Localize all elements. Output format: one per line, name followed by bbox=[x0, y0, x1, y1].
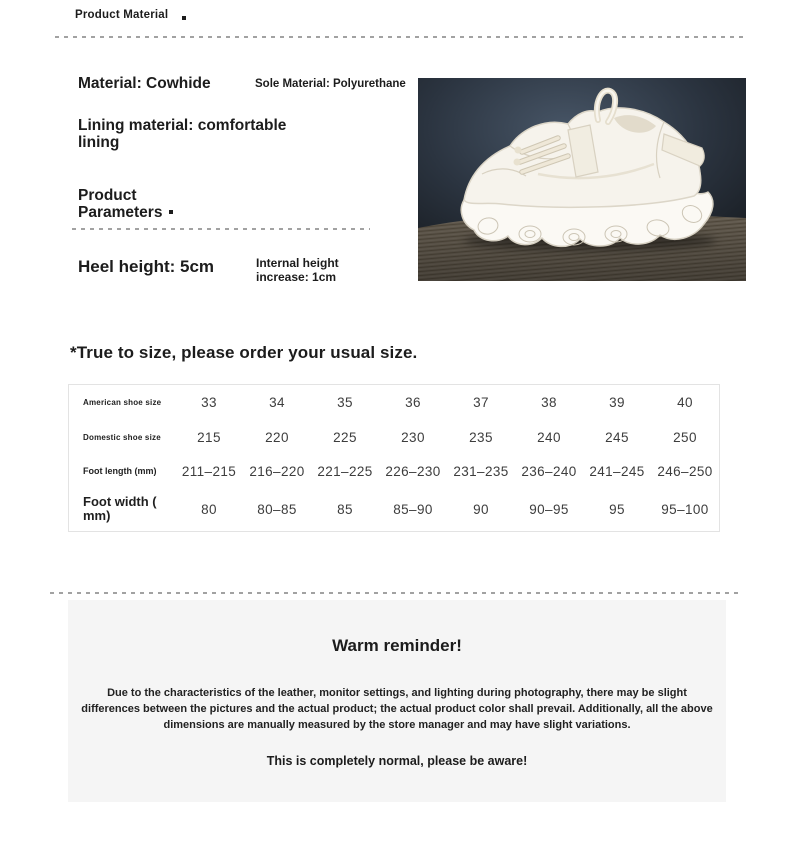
table-cell: 85 bbox=[337, 501, 353, 517]
table-cell: 35 bbox=[337, 395, 353, 411]
sneaker-photo-illustration bbox=[418, 78, 746, 281]
divider-dashed-reminder bbox=[50, 592, 740, 594]
product-material-header bbox=[75, 9, 186, 21]
table-cell: 226–230 bbox=[385, 463, 441, 479]
product-parameters-header bbox=[78, 187, 218, 221]
table-cell: 90 bbox=[473, 501, 489, 517]
table-cell: 37 bbox=[473, 395, 489, 411]
heel-height-text: Heel height: 5cm bbox=[78, 257, 215, 276]
product-parameters-header-label: Product Parameters bbox=[78, 187, 163, 221]
size-chart-table bbox=[68, 384, 720, 532]
table-cell: 80–85 bbox=[257, 501, 297, 517]
internal-height-text: Internal height increase: 1cm bbox=[256, 256, 339, 284]
row-label: Foot width ( mm) bbox=[83, 494, 157, 524]
product-material-header-label: Product Material bbox=[75, 9, 169, 21]
square-bullet-icon bbox=[182, 16, 186, 20]
size-note-text: *True to size, please order your usual size. bbox=[70, 343, 418, 362]
reminder-body-text: Due to the characteristics of the leather, monitor settings, and lighting during photography, there may be slight differences between the pictures and the actual product; the actual product color shall prevail. Additionally, all the above dimensions are manually measured by the store manager and may have slight variations. bbox=[81, 687, 713, 731]
table-cell: 95–100 bbox=[661, 501, 709, 517]
divider-dashed-parameters bbox=[72, 228, 370, 230]
table-row-foot-width bbox=[69, 488, 719, 531]
table-cell: 34 bbox=[269, 395, 285, 411]
table-cell: 90–95 bbox=[529, 501, 569, 517]
table-cell: 211–215 bbox=[181, 463, 237, 479]
row-label: Foot length (mm) bbox=[83, 466, 157, 477]
table-cell: 33 bbox=[201, 395, 217, 411]
material-text: Material: Cowhide bbox=[78, 75, 211, 92]
square-bullet-icon bbox=[169, 210, 173, 214]
table-row-foot-length bbox=[69, 455, 719, 488]
table-cell: 95 bbox=[609, 501, 625, 517]
table-cell: 225 bbox=[333, 430, 357, 446]
table-cell: 38 bbox=[541, 395, 557, 411]
table-cell: 39 bbox=[609, 395, 625, 411]
table-cell: 216–220 bbox=[249, 463, 305, 479]
table-row-domestic-size bbox=[69, 421, 719, 456]
table-cell: 220 bbox=[265, 430, 289, 446]
row-label: Domestic shoe size bbox=[83, 433, 161, 443]
table-cell: 221–225 bbox=[317, 463, 373, 479]
table-cell: 231–235 bbox=[453, 463, 509, 479]
table-cell: 85–90 bbox=[393, 501, 433, 517]
table-cell: 215 bbox=[197, 430, 221, 446]
sole-material-text: Sole Material: Polyurethane bbox=[255, 78, 406, 90]
table-cell: 250 bbox=[673, 430, 697, 446]
divider-dashed-top bbox=[55, 36, 745, 38]
product-photo bbox=[418, 78, 746, 281]
table-cell: 236–240 bbox=[521, 463, 577, 479]
table-cell: 240 bbox=[537, 430, 561, 446]
warm-reminder-box bbox=[68, 600, 726, 802]
reminder-footer-text: This is completely normal, please be aware! bbox=[266, 753, 528, 768]
table-cell: 241–245 bbox=[589, 463, 645, 479]
table-row-american-size bbox=[69, 385, 719, 421]
lining-material-text: Lining material: comfortable lining bbox=[78, 117, 287, 151]
table-cell: 246–250 bbox=[657, 463, 713, 479]
reminder-title: Warm reminder! bbox=[332, 636, 462, 655]
table-cell: 36 bbox=[405, 395, 421, 411]
table-cell: 230 bbox=[401, 430, 425, 446]
table-cell: 40 bbox=[677, 395, 693, 411]
table-cell: 235 bbox=[469, 430, 493, 446]
table-cell: 245 bbox=[605, 430, 629, 446]
row-label: American shoe size bbox=[83, 398, 162, 408]
table-cell: 80 bbox=[201, 501, 217, 517]
